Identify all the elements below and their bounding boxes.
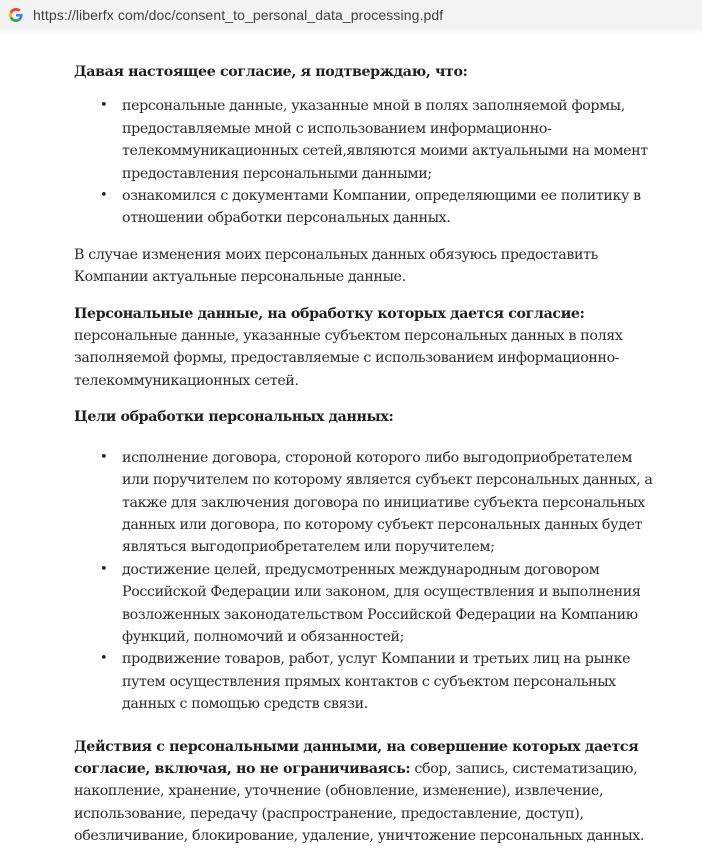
actions-text: сбор, запись, систематизацию, накопление, хранение, уточнение (обновление, изменение), извлечение, использование, передачу (распространение, предоставление, доступ), обезличивание, блокирование, удаление, уничтожение персональных данных. xyxy=(74,760,645,845)
change-paragraph: В случае изменения моих персональных данных обязуюсь предоставить Компании актуальные персональные данные. xyxy=(74,246,599,286)
bullet-icon: • xyxy=(100,188,108,204)
list-item-text: исполнение договора, стороной которого либо выгодоприобретателем или поручителем по которому является субъект персональных данных, а также для заключения договора по инициативе субъекта персональных данных или договора, по которому субъект персональных данных будет являться выгодоприобретателем или поручителем; xyxy=(122,449,653,556)
personal-data-text: персональные данные, указанные субъектом персональных данных в полях заполняемой формы, предоставляемые с использованием информационно-телекоммуникационных сетей. xyxy=(74,328,623,389)
list-item xyxy=(100,559,662,649)
bullet-icon: • xyxy=(100,449,108,465)
address-bar[interactable] xyxy=(0,0,702,33)
actions-label: Действия с персональными данными, на совершение которых дается согласие, включая, но не ограничиваясь: xyxy=(74,738,639,777)
list-item xyxy=(100,185,662,230)
url-text[interactable]: https://liberfx com/doc/consent_to_personal_data_processing.pdf xyxy=(33,7,444,23)
list-item xyxy=(100,447,662,559)
purposes-list xyxy=(74,447,662,716)
list-item xyxy=(100,648,662,715)
list-item-text: продвижение товаров, работ, услуг Компании и третьих лиц на рынке путем осуществления прямых контактов с субъектом персональных данных с помощью средств связи. xyxy=(122,651,631,713)
intro-heading: Давая настоящее согласие, я подтверждаю, что: xyxy=(74,64,468,80)
purposes-heading: Цели обработки персональных данных: xyxy=(74,409,394,426)
google-g-icon xyxy=(9,8,23,22)
personal-data-label: Персональные данные, на обработку которых дается согласие: xyxy=(74,305,585,322)
list-item-text: персональные данные, указанные мной в полях заполняемой формы, предоставляемые мной с использованием информационно-телекоммуникационных сетей,являются моими актуальными на момент предоставления персональными данными; xyxy=(122,98,648,182)
personal-data-paragraph xyxy=(74,303,662,393)
list-item xyxy=(100,95,662,185)
list-item-text: достижение целей, предусмотренных международным договором Российской Федерации или законом, для осуществления и выполнения возложенных законодательством Российской Федерации на Компанию функций, полномочий и обязанностей; xyxy=(122,561,641,645)
bullet-icon: • xyxy=(100,561,108,577)
pdf-document xyxy=(0,61,702,848)
intro-list xyxy=(74,95,662,229)
bullet-icon: • xyxy=(100,98,108,114)
list-item-text: ознакомился с документами Компании, определяющими ее политику в отношении обработки персональных данных. xyxy=(122,188,641,227)
bullet-icon: • xyxy=(100,651,108,667)
actions-paragraph xyxy=(74,736,662,848)
